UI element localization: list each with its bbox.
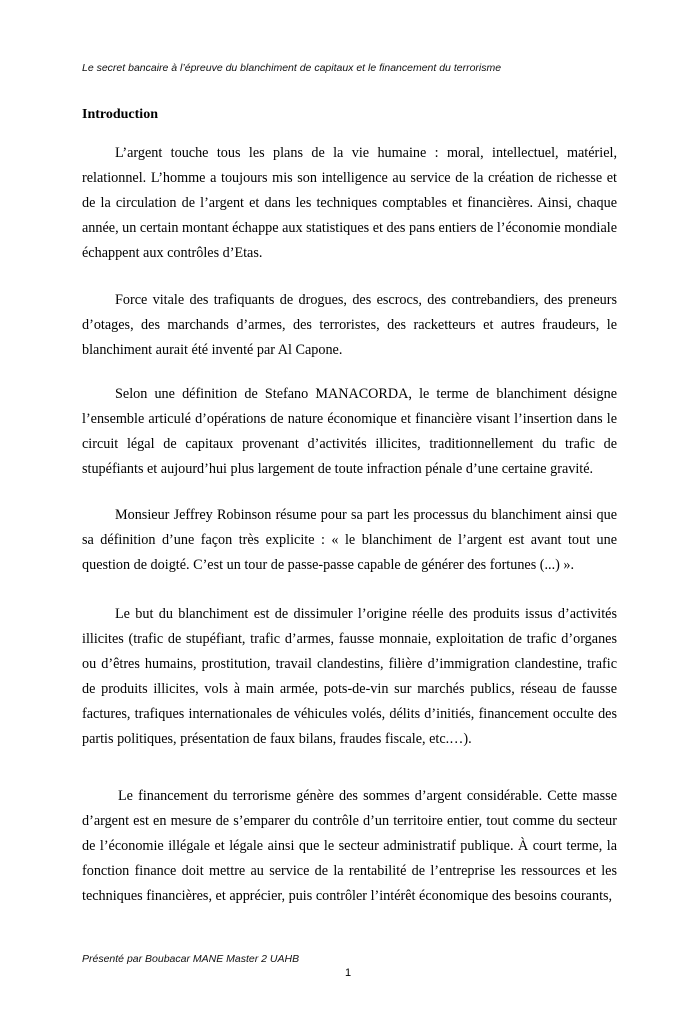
section-title: Introduction xyxy=(82,107,158,122)
paragraph: Force vitale des trafiquants de drogues, des escrocs, des contrebandiers, des preneurs d’otages, des marchands d’armes, des terroristes, des racketteurs et autres fraudeurs, le blanchiment aurait été inventé par Al Capone. xyxy=(82,292,617,358)
page-number: 1 xyxy=(344,967,352,979)
paragraph: Selon une définition de Stefano MANACORDA, le terme de blanchiment désigne l’ensemble articulé d’opérations de nature économique et financière visant l’insertion dans le circuit légal de capitaux provenant d’activités illicites, traditionnellement du trafic de stupéfiants et aujourd’hui plus largement de toute infraction pénale d’une certaine gravité. xyxy=(82,386,617,477)
paragraph: L’argent touche tous les plans de la vie humaine : moral, intellectuel, matériel, relationnel. L’homme a toujours mis son intelligence au service de la création de richesse et de la circulation de l’argent et dans les techniques comptables et financières. Ainsi, chaque année, un certain montant échappe aux statistiques et des pans entiers de l’économie mondiale échappent aux contrôles d’Etas. xyxy=(82,145,617,261)
running-header: Le secret bancaire à l’épreuve du blanchiment de capitaux et le financement du terrorisme xyxy=(82,62,502,74)
running-footer: Présenté par Boubacar MANE Master 2 UAHB xyxy=(82,953,300,965)
paragraph: Monsieur Jeffrey Robinson résume pour sa part les processus du blanchiment ainsi que sa définition d’une façon très explicite : « le blanchiment de l’argent est avant tout une question de doigté. C’est un tour de passe-passe capable de générer des fortunes (...) ». xyxy=(82,507,617,573)
paragraph: Le but du blanchiment est de dissimuler l’origine réelle des produits issus d’activités illicites (trafic de stupéfiant, trafic d’armes, fausse monnaie, exploitation de trafic d’organes ou d’êtres humains, prostitution, travail clandestins, filière d’immigration clandestine, trafic de produits illicites, vols à main armée, pots-de-vin sur marchés publics, réseau de fausse factures, trafiques internationales de véhicules volés, délits d’initiés, financement occulte des partis politiques, présentation de faux bilans, fraudes fiscale, etc.…). xyxy=(82,606,617,747)
paragraph: Le financement du terrorisme génère des sommes d’argent considérable. Cette masse d’argent est en mesure de s’emparer du contrôle d’un territoire entier, tout comme du secteur de l’économie illégale et légale ainsi que le secteur administratif publique. À court terme, la fonction finance doit mettre au service de la rentabilité de l’entreprise les ressources et les techniques financières, et apprécier, puis contrôler l’intérêt économique des besoins courants, xyxy=(82,788,617,904)
